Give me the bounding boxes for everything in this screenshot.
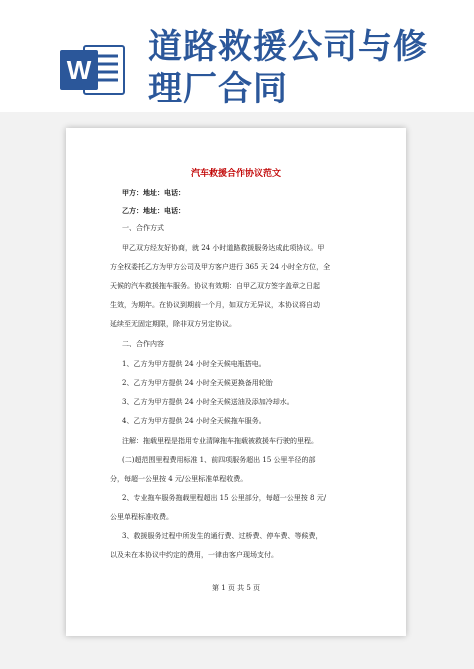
paragraph1-line: 甲乙双方经友好协商，就 24 小时道路救援服务达成此项协议。甲 — [122, 244, 325, 252]
document-page — [66, 128, 406, 636]
word-icon-letter: W — [66, 55, 92, 85]
clause-line: 公里单程标准收费。 — [110, 513, 173, 521]
section1-heading: 一、合作方式 — [122, 224, 164, 232]
header-banner — [0, 0, 474, 112]
clause-line: (二)超范围里程费用标准 1、前四项服务超出 15 公里半径的部 — [122, 456, 316, 464]
page-footer: 第 1 页 共 5 页 — [211, 584, 261, 592]
clause-line: 3、救援服务过程中所发生的通行费、过桥费、停车费、等候费， — [122, 532, 323, 540]
clause-line: 以及未在本协议中约定的费用，一律由客户现场支付。 — [110, 551, 278, 559]
document-title: 汽车救援合作协议范文 — [190, 169, 281, 179]
party-b-line: 乙方：地址：电话： — [122, 206, 185, 215]
service-item: 4、乙方为甲方提供 24 小时全天候拖车服务。 — [122, 417, 266, 425]
banner-title-line2: 理厂合同 — [148, 69, 288, 109]
clause-line: 2、专业拖车服务拖载里程超出 15 公里部分，每超一公里按 8 元/ — [122, 494, 327, 502]
paragraph1-line: 延续至无固定期限，除非双方另定协议。 — [110, 320, 236, 328]
clause-line: 分，每超一公里按 4 元/公里标准单程收费。 — [110, 475, 248, 483]
paragraph1-line: 天候的汽车救援拖车服务。协议有效期：自甲乙双方签字盖章之日起 — [110, 282, 320, 290]
banner-title — [148, 26, 468, 110]
service-item: 2、乙方为甲方提供 24 小时全天候更换备用轮胎 — [122, 379, 273, 387]
section2-heading: 二、合作内容 — [122, 340, 164, 348]
word-document-icon — [58, 42, 130, 98]
banner-title-line1: 道路救援公司与修 — [148, 27, 428, 67]
note-line: 注解：拖载里程是指用专业清障拖车拖载被救援车行驶的里程。 — [122, 437, 318, 445]
paragraph1-line: 生效，为期年。在协议到期前一个月，如双方无异议，本协议将自动 — [110, 301, 320, 309]
party-a-line: 甲方：地址：电话： — [122, 188, 185, 197]
paragraph1-line: 方全权委托乙方为甲方公司及甲方客户进行 365 天 24 小时全方位，全 — [110, 263, 331, 271]
service-item: 3、乙方为甲方提供 24 小时全天候送油及添加冷却水。 — [122, 398, 294, 406]
service-item: 1、乙方为甲方提供 24 小时全天候电瓶搭电。 — [122, 360, 266, 368]
